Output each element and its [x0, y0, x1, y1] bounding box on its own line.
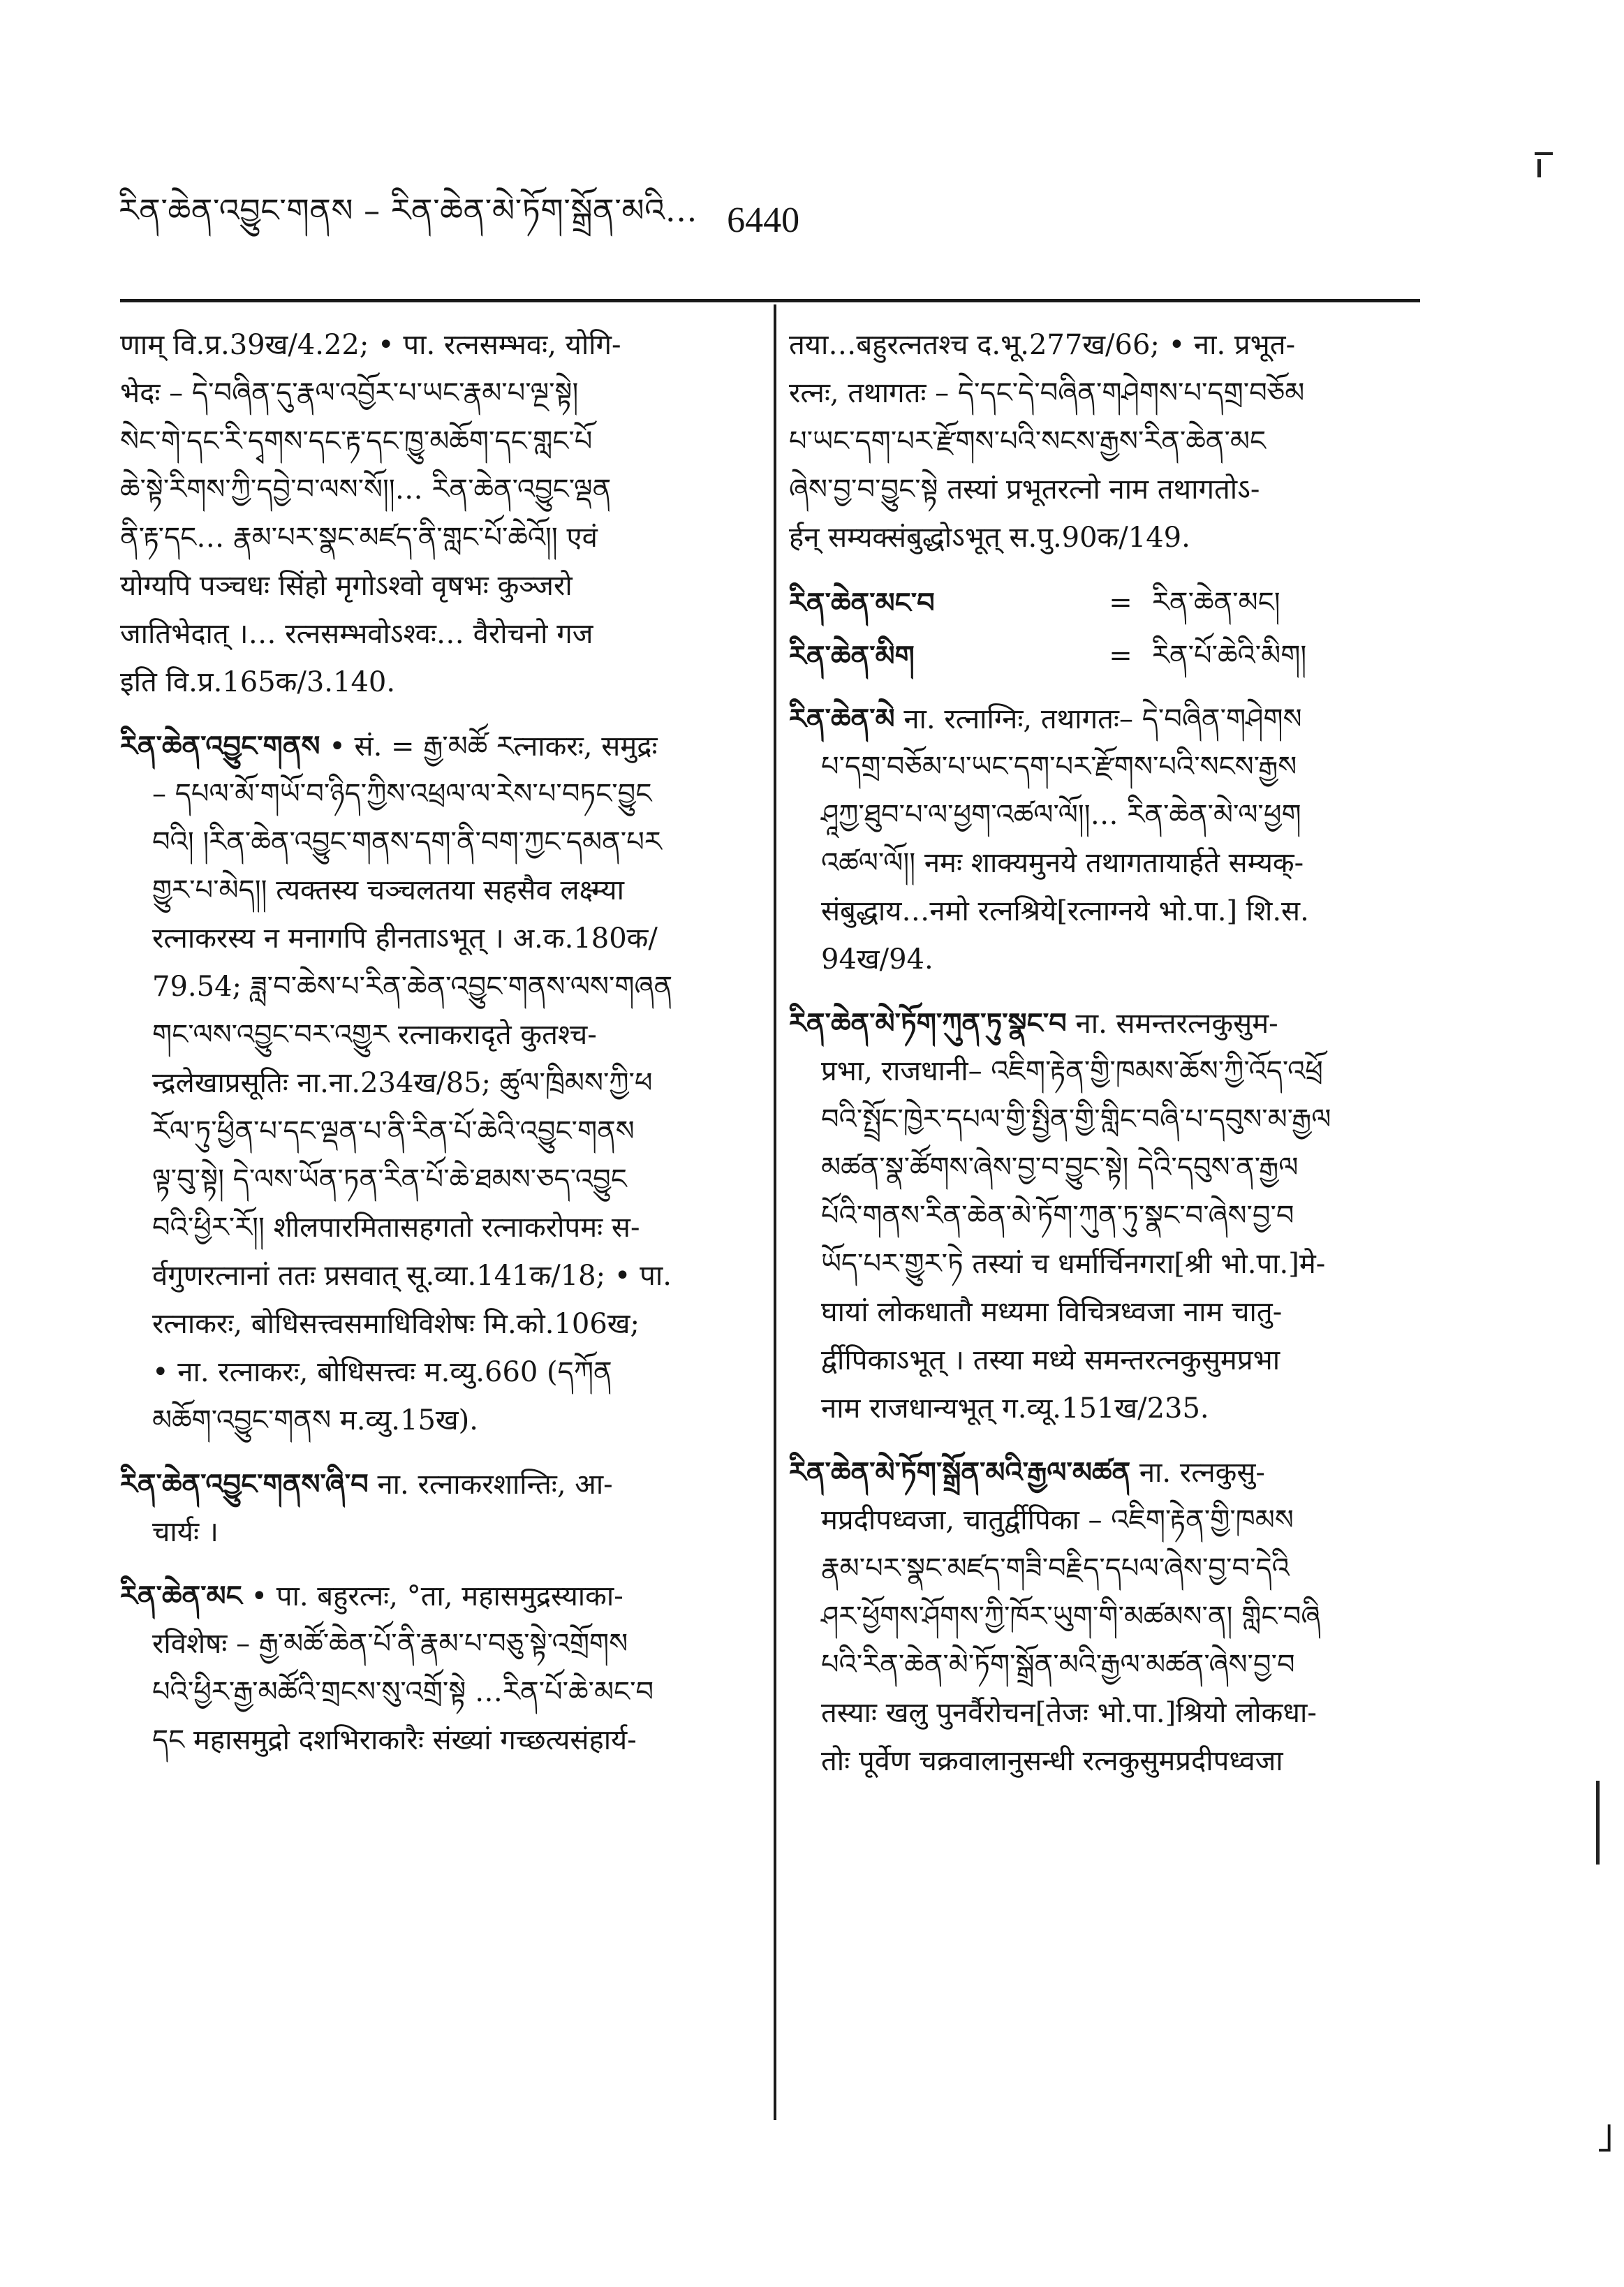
entry-text: ना. समन्तरत्नकुसुम-	[1066, 1008, 1278, 1040]
left-column	[120, 321, 748, 1780]
cross-reference-term: རིན་ཆེན་མང་བ	[789, 586, 935, 619]
cross-reference-row	[789, 629, 1420, 682]
entry-line: སེང་གེ་དང་རི་དྭགས་དང་རྟ་དང་ཁྱུ་མཆོག་དང་གླང་པོ	[120, 425, 593, 457]
entry-line: रत्नाकरस्य न मनागपि हीनताऽभूत् । अ.क.180क/	[152, 922, 658, 955]
entry-line: तया…बहुरत्नतश्च द.भू.277ख/66; • ना. प्रभूत-	[789, 329, 1296, 361]
entry-line: जातिभेदात् ।… रत्नसम्भवोऽश्वः… वैरोचनो गज	[120, 618, 593, 650]
entry-line: གང་ལས་འབྱུང་བར་འགྱུར रत्नाकरादृते कुतश्च-	[152, 1019, 597, 1051]
entry-headword: རིན་ཆེན་འབྱུང་གནས་ཞི་བ	[120, 1468, 369, 1501]
entry-headword: རིན་ཆེན་མེ་ཏོག་ཀུན་ཏུ་སྣང་བ	[789, 1007, 1067, 1040]
column-divider	[774, 304, 776, 2120]
cross-reference-target: རིན་པོ་ཆེའི་མིག།	[1152, 639, 1307, 672]
entry-text: • सं. = རྒྱ་མཚོ རत्नाकरः, समुद्रः	[320, 730, 658, 763]
entry-line: भेदः – དེ་བཞིན་དུ་རྣལ་འབྱོར་པ་ཡང་རྣམ་པ་ལྔ་སྟེ།	[120, 377, 579, 409]
entry-line: र्हन् सम्यक्संबुद्धोऽभूत् स.पु.90क/149.	[789, 522, 1190, 554]
entry-line: མཆོག་འབྱུང་གནས म.व्यु.15ख).	[152, 1404, 478, 1436]
entry-line: योग्यपि पञ्चधः सिंहो मृगोऽश्वो वृषभः कुञ्जरो	[120, 570, 573, 602]
entry-line	[120, 1460, 748, 1508]
entry-line: དང महासमुद्रो दशभिराकारैः संख्यां गच्छत्यसंहार्य-	[152, 1724, 637, 1756]
entry-line: मप्रदीपध्वजा, चातुर्द्वीपिका – འཇིག་རྟེན་གྱི་ཁམས	[821, 1504, 1294, 1536]
entry-line: ཆེ་སྟེ་རིགས་ཀྱི་དབྱེ་བ་ལས་སོ།།… རིན་ཆེན་འབྱུང་ལྡན	[120, 473, 612, 506]
page-number: 6440	[727, 200, 800, 240]
entry-headword: རིན་ཆེན་མང	[120, 1580, 242, 1612]
dictionary-entry	[789, 999, 1420, 1433]
entry-line: བའི་ཕྱིར་རོ།། शीलपारमितासहगतो रत्नाकरोपमः स-	[152, 1212, 640, 1244]
entry-headword: རིན་ཆེན་མེ	[789, 703, 895, 735]
margin-bar	[1596, 1781, 1600, 1865]
entry-line: ཞེས་བྱ་བ་བྱུང་སྟེ तस्यां प्रभूतरत्नो नाम तथागतोऽ-	[789, 473, 1260, 506]
entry-line	[789, 695, 1420, 743]
dictionary-entry	[789, 695, 1420, 984]
entry-line: ཡོད་པར་གྱུར་ཏེ तस्यां च धर्मार्चिनगरा[श्री भो.पा.]मे-	[821, 1248, 1326, 1280]
entry-line: ནི་རྟ་དང… རྣམ་པར་སྣང་མཛད་ནི་གླང་པོ་ཆེའོ།། एवं	[120, 522, 598, 554]
cross-reference-row	[789, 576, 1420, 629]
running-head	[119, 189, 817, 251]
entry-line	[789, 1448, 1420, 1497]
cross-reference-table	[789, 576, 1420, 682]
entry-line: तस्याः खलु पुनर्वैरोचन[तेजः भो.पा.]श्रियो लोकधा-	[821, 1697, 1317, 1729]
entry-line: रत्नाकरः, बोधिसत्त्वसमाधिविशेषः मि.को.106ख;	[152, 1308, 640, 1340]
entry-line: འཚལ་ལོ།། नमः शाक्यमुनये तथागतायार्हते सम्यक्-	[821, 847, 1304, 879]
entry-line: གྱུར་པ་མེད།། त्यक्तस्य चञ्चलतया सहसैव लक्ष्म्या	[152, 874, 624, 906]
dictionary-entry	[120, 1572, 748, 1765]
entry-line	[120, 1572, 748, 1620]
dictionary-entry	[789, 1448, 1420, 1786]
entry-line: रत्नः, तथागतः – དེ་དང་དེ་བཞིན་གཤེགས་པ་དགྲ་བཅོམ	[789, 377, 1305, 409]
entry-line: – དཔལ་མོ་གཡོ་བ་ཉིད་ཀྱིས་འཕྲལ་ལ་རེས་པ་བཏང་བྱུང	[152, 778, 652, 810]
entry-text: ना. रत्नकुसु-	[1130, 1457, 1265, 1489]
entry-line: रविशेषः – རྒྱ་མཚོ་ཆེན་པོ་ནི་རྣམ་པ་བཅུ་སྟེ་འགྲོགས	[152, 1628, 628, 1660]
entry-line: ཤཱཀྱ་ཐུབ་པ་ལ་ཕྱག་འཚལ་ལོ།།… རིན་ཆེན་མེ་ལ་ཕྱག	[821, 799, 1301, 831]
entry-line: घायां लोकधातौ मध्यमा विचित्रध्वजा नाम चातु-	[821, 1296, 1283, 1328]
margin-hook-mark: ˩	[1595, 2114, 1615, 2161]
entry-line: न्द्रलेखाप्रसूतिः ना.ना.234ख/85; ཚུལ་ཁྲིམས་ཀྱི་ཕ	[152, 1067, 653, 1099]
entry-line: इति वि.प्र.165क/3.140.	[120, 666, 396, 698]
entry-line: མཚན་སྣ་ཚོགས་ཞེས་བྱ་བ་བྱུང་སྟེ། དེའི་དབུས་ན་རྒྱལ	[821, 1152, 1299, 1184]
entry-line: र्द्वीपिकाऽभूत् । तस्या मध्ये समन्तरत्नकुसुमप्रभा	[821, 1344, 1280, 1376]
entry-text: • पा. बहुरत्नः, °ता, महासमुद्रस्याका-	[242, 1580, 623, 1612]
entry-text: ना. रत्नाग्निः, तथागतः– དེ་བཞིན་གཤེགས	[894, 703, 1302, 735]
entry-line: ལྟ་བུ་སྟེ། དེ་ལས་ཡོན་ཏན་རིན་པོ་ཆེ་ཐམས་ཅད་འབྱུང	[152, 1163, 627, 1196]
cross-reference-target: རིན་ཆེན་མང།	[1152, 586, 1280, 619]
entry-line: བའི་སྤྲོང་ཁྱེར་དཔལ་གྱི་སྤྱིན་གྱི་གླིང་བཞི་པ་དབུས་མ་རྒྱལ	[821, 1103, 1331, 1135]
entry-line: རོལ་ཏུ་ཕྱིན་པ་དང་ལྡན་པ་ནི་རིན་པོ་ཆེའི་འབྱུང་གནས	[152, 1115, 635, 1147]
entry-line: 79.54; ཟླ་བ་ཆེས་པ་རིན་ཆེན་འབྱུང་གནས་ལས་གཞན	[152, 971, 673, 1003]
entry-line: चार्यः ।	[152, 1516, 219, 1548]
entry-line: པའི་རིན་ཆེན་མེ་ཏོག་སྒྲོན་མའི་རྒྱལ་མཚན་ཞེས་བྱ་བ	[821, 1649, 1295, 1681]
entry-line: པ་ཡང་དག་པར་རྫོགས་པའི་སངས་རྒྱས་རིན་ཆེན་མང	[789, 425, 1267, 457]
entry-line: པའི་ཕྱིར་རྒྱ་མཚོའི་གྲངས་སུ་འགྲོ་སྟེ …རིན་པོ་ཆེ་མང་བ	[152, 1676, 654, 1708]
entry-line: णाम् वि.प्र.39ख/4.22; • पा. रत्नसम्भवः, योगि-	[120, 329, 621, 361]
margin-mark	[1535, 152, 1553, 155]
dictionary-entry	[120, 321, 748, 707]
continued-entry	[789, 321, 1420, 562]
entry-line	[789, 999, 1420, 1047]
entry-line: རྣམ་པར་སྣང་མཛད་གཟི་བརྗིད་དཔལ་ཞེས་བྱ་བ་དེའི	[821, 1552, 1290, 1584]
margin-mark	[1537, 159, 1541, 177]
entry-line: प्रभा, राजधानी– འཇིག་རྟེན་གྱི་ཁམས་ཆོས་ཀྱི་འོད་འཕྲོ	[821, 1055, 1323, 1087]
header-rule	[120, 299, 1420, 302]
entry-line	[120, 722, 748, 770]
entry-line: ཤར་ཕྱོགས་ཤོགས་ཀྱི་ཁོར་ཡུག་གི་མཚམས་ན། གླིང་བཞི	[821, 1601, 1321, 1633]
dictionary-entry	[120, 722, 748, 1445]
entry-line: • ना. रत्नाकरः, बोधिसत्त्वः म.व्यु.660 (དཀོན	[152, 1356, 612, 1388]
entry-line: संबुद्धाय…नमो रत्नश्रिये[रत्नाग्नये भो.पा.] शि.स.	[821, 895, 1309, 927]
entry-line: तोः पूर्वेण चक्रवालानुसन्धी रत्नकुसुमप्रदीपध्वजा	[821, 1745, 1283, 1777]
equals-mark: =	[1109, 639, 1132, 672]
entry-headword: རིན་ཆེན་འབྱུང་གནས	[120, 730, 320, 763]
entry-line: བའི། །རིན་ཆེན་འབྱུང་གནས་དག་ནི་བག་ཀྱང་དམན་པར	[152, 826, 662, 858]
entry-line: པོའི་གནས་རིན་ཆེན་མེ་ཏོག་ཀུན་ཏུ་སྣང་བ་ཞེས་བྱ་བ	[821, 1200, 1294, 1232]
entry-headword: རིན་ཆེན་མེ་ཏོག་སྒྲོན་མའི་རྒྱལ་མཚན	[789, 1456, 1131, 1489]
entry-line: པ་དགྲ་བཅོམ་པ་ཡང་དག་པར་རྫོགས་པའི་སངས་རྒྱས	[821, 751, 1297, 783]
right-column	[789, 321, 1420, 1801]
cross-reference-term: རིན་ཆེན་མིག	[789, 639, 915, 672]
entry-line: नाम राजधान्यभूत् ग.व्यू.151ख/235.	[821, 1392, 1209, 1425]
entry-line: र्वगुणरत्नानां ततः प्रसवात् सू.व्या.141क/18; • पा.	[152, 1260, 672, 1292]
running-head-title: རིན་ཆེན་འབྱུང་གནས – རིན་ཆེན་མེ་ཏོག་སྒྲོན་མའི…	[119, 191, 698, 229]
dictionary-entry	[120, 1460, 748, 1557]
entry-text: ना. रत्नाकरशान्तिः, आ-	[368, 1469, 613, 1501]
entry-line: 94ख/94.	[821, 943, 933, 976]
equals-mark: =	[1109, 586, 1132, 619]
